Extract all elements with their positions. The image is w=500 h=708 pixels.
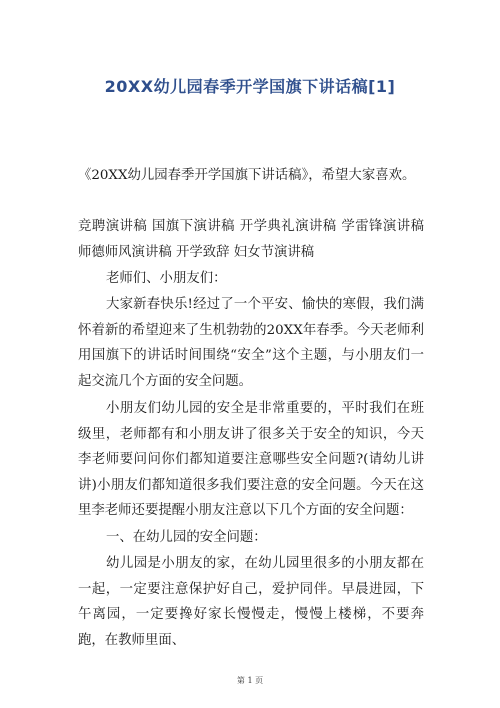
section-heading-1: 一、在幼儿园的安全问题：	[106, 530, 267, 545]
greeting-line: 老师们、小朋友们：	[106, 271, 227, 286]
body-paragraph-2: 小朋友们幼儿园的安全是非常重要的，平时我们在班级里，老师都有和小朋友讲了很多关于安全的知识，今天李老师要问问你们都知道要注意哪些安全问题?(请幼儿讲讲)小朋友们都知道很多我们要注意的安全问题。今天在这里李老师还要提醒小朋友注意以下几个方面的安全问题：	[78, 401, 424, 519]
body-paragraph-1: 大家新春快乐!经过了一个平安、愉快的寒假，我们满怀着新的希望迎来了生机勃勃的20XX年春季。今天老师利用国旗下的讲话时间围绕“安全”这个主题，与小朋友们一起交流几个方面的安全问题。	[78, 297, 424, 389]
intro-paragraph: 《20XX幼儿园春季开学国旗下讲话稿》，希望大家喜欢。	[78, 168, 416, 183]
related-tags: 竞聘演讲稿 国旗下演讲稿 开学典礼演讲稿 学雷锋演讲稿 师德师风演讲稿 开学致辞 妇女节演讲稿	[78, 219, 424, 260]
body-paragraph-3: 幼儿园是小朋友的家，在幼儿园里很多的小朋友都在一起，一定要注意保护好自己，爱护同伴。早晨进园，下午离园，一定要搀好家长慢慢走，慢慢上楼梯，不要奔跑，在教师里面、	[78, 556, 424, 648]
page-number: 第 1 页	[236, 676, 264, 685]
document-title: 20XX幼儿园春季开学国旗下讲话稿[1]	[104, 77, 396, 96]
